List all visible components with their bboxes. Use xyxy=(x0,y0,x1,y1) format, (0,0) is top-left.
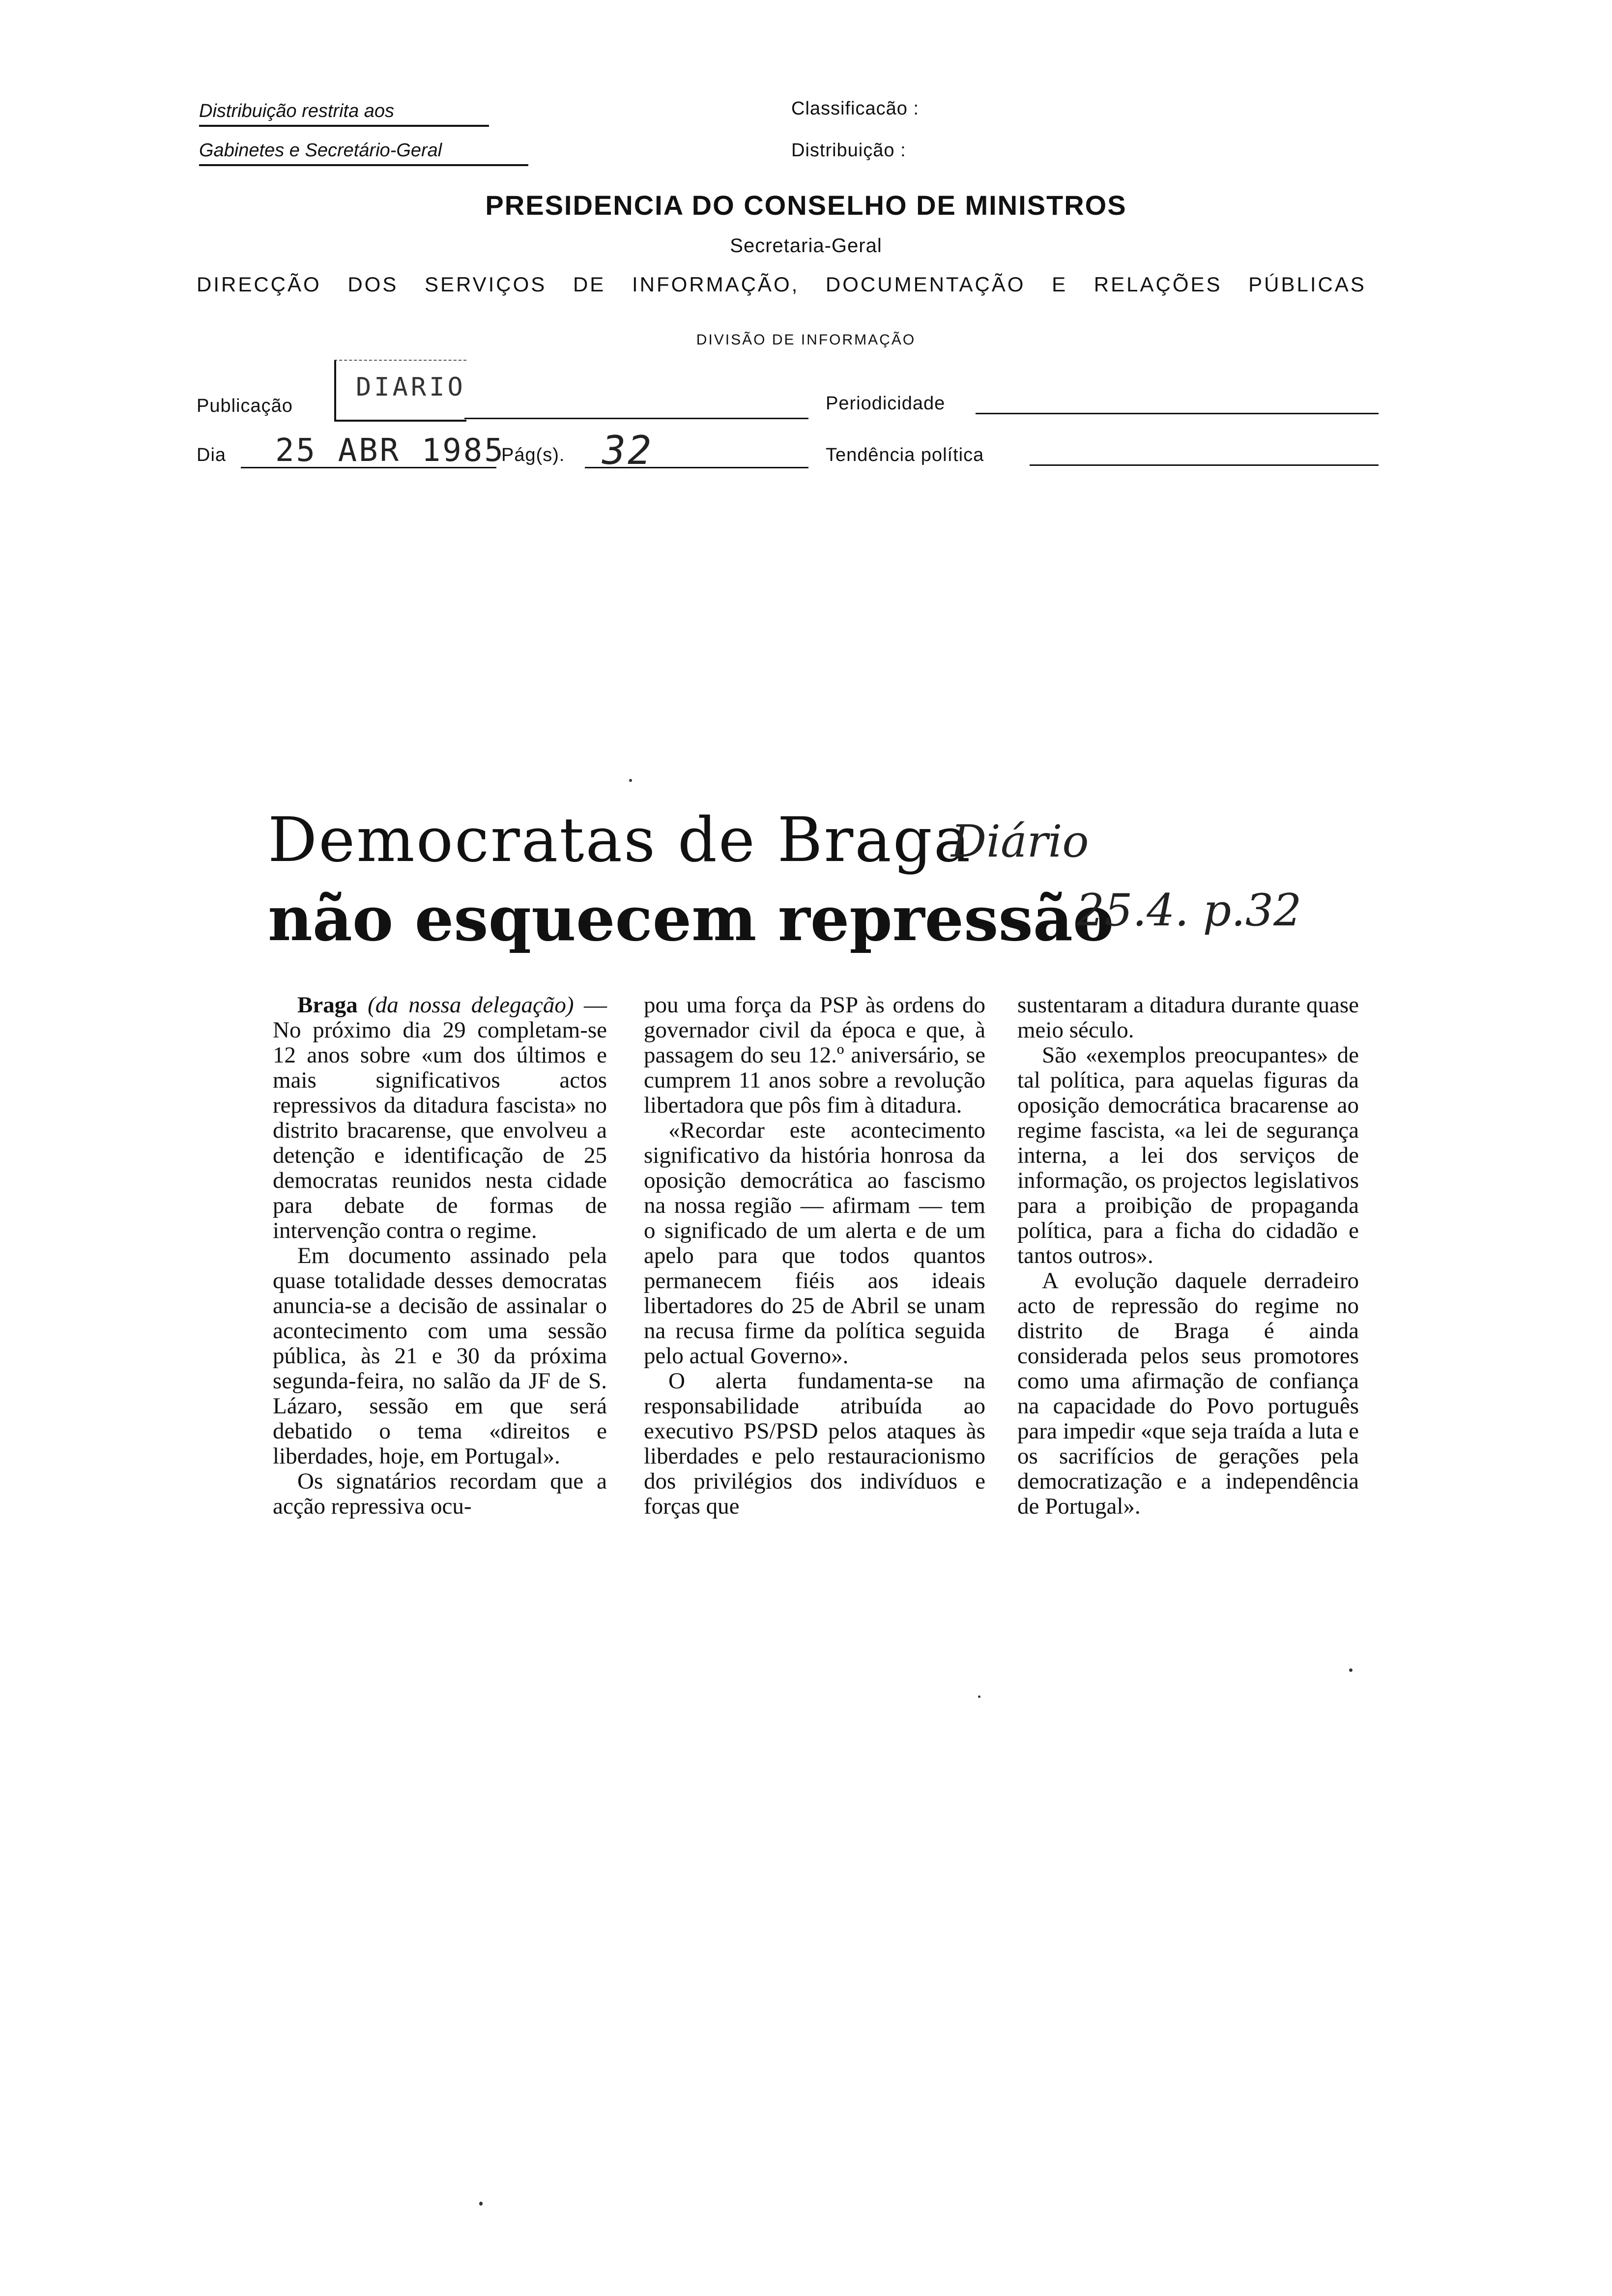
article-column-1 xyxy=(273,993,607,1519)
publicacao-value: DIARIO xyxy=(356,373,466,402)
dia-label: Dia xyxy=(197,445,227,465)
handwritten-note-date-page: 25.4. p.32 xyxy=(1076,885,1302,936)
distribution-restricted-line-1: Distribuição restrita aos xyxy=(199,101,489,127)
tendencia-rule xyxy=(1030,464,1379,466)
secretaria-geral: Secretaria-Geral xyxy=(730,235,882,257)
article-paragraph: «Recordar este acontecimento significativo da história honrosa da oposição democrática ao fascismo na nossa região — afirmam — tem o significado de um alerta e de um apelo para que todos quantos permanecem fiéis aos ideais libertadores do 25 de Abril se unam na recusa firme da política seguida pelo actual Governo». xyxy=(644,1118,985,1369)
publicacao-rule xyxy=(464,418,808,419)
classificacao-label: Classificacão : xyxy=(791,98,919,119)
scan-speck xyxy=(479,2202,483,2206)
direccao-word: INFORMAÇÃO, xyxy=(632,273,800,296)
article-paragraph: O alerta fundamenta-se na responsabilidade atribuída ao executivo PS/PSD pelos ataques às liberdades e pelo restauracionismo dos privilégios dos indivíduos e forças que xyxy=(644,1368,985,1519)
article-paragraph: São «exemplos preocupantes» de tal política, para aquelas figuras da oposição democrática bracarense ao regime fascista, «a lei de segurança interna, a lei dos serviços de informação, os projectos legislativos para a proibição de propaganda política, para a ficha do cidadão e tantos outros». xyxy=(1017,1042,1359,1268)
scan-speck xyxy=(629,779,632,782)
headline-line-1: Democratas de Braga xyxy=(268,804,972,876)
periodicidade-label: Periodicidade xyxy=(826,393,946,414)
presidencia-title: PRESIDENCIA DO CONSELHO DE MINISTROS xyxy=(485,190,1127,221)
scan-speck xyxy=(1349,1668,1353,1672)
article-paragraph: sustentaram a ditadura durante quase meio século. xyxy=(1017,992,1359,1043)
distribution-restricted-line-2: Gabinetes e Secretário-Geral xyxy=(199,140,528,166)
article-paragraph: Em documento assinado pela quase totalidade desses democratas anuncia-se a decisão de assinalar o acontecimento com uma sessão pública, às 21 e 30 da próxima segunda-feira, no salão da JF de S. Lázaro, sessão em que será debatido o tema «direitos e liberdades, hoje, em Portugal». xyxy=(273,1243,607,1469)
periodicidade-rule xyxy=(976,413,1379,414)
paragraph-text: — No próximo dia 29 completam-se 12 anos sobre «um dos últimos e mais significativos actos repressivos da ditadura fascista» no distrito bracarense, que envolveu a detenção e identificação de 25 democratas reunidos nesta cidade para debate de formas de intervenção contra o regime. xyxy=(273,992,607,1243)
article-paragraph: Os signatários recordam que a acção repressiva ocu- xyxy=(273,1468,607,1519)
pags-value: 32 xyxy=(602,428,654,473)
distribuicao-label: Distribuição : xyxy=(791,140,906,161)
direccao-word: PÚBLICAS xyxy=(1248,273,1366,296)
publicacao-label: Publicação xyxy=(197,396,293,416)
direccao-word: E xyxy=(1052,273,1068,296)
handwritten-note-publication: Diário xyxy=(951,816,1089,867)
direccao-word: RELAÇÕES xyxy=(1094,273,1222,296)
dateline-source: (da nossa delegação) xyxy=(368,992,574,1018)
scan-speck xyxy=(978,1695,980,1698)
direccao-word: DE xyxy=(573,273,606,296)
direccao-word: SERVIÇOS xyxy=(425,273,547,296)
direccao-servicos-line xyxy=(197,273,1366,296)
dia-value: 25 ABR 1985 xyxy=(275,432,505,469)
publicacao-stamp-box xyxy=(334,360,466,422)
article-paragraph xyxy=(273,993,607,1243)
divisao-informacao: DIVISÃO DE INFORMAÇÃO xyxy=(696,332,916,348)
tendencia-label: Tendência política xyxy=(826,445,984,465)
pags-label: Pág(s). xyxy=(501,445,565,465)
direccao-word: DOCUMENTAÇÃO xyxy=(825,273,1026,296)
dateline-place: Braga xyxy=(297,992,358,1018)
direccao-word: DOS xyxy=(347,273,399,296)
article-column-3 xyxy=(1017,993,1359,1519)
direccao-word: DIRECÇÃO xyxy=(197,273,321,296)
article-paragraph: pou uma força da PSP às ordens do governador civil da época e que, à passagem do seu 12.º aniversário, se cumprem 11 anos sobre a revolução libertadora que pôs fim à ditadura. xyxy=(644,992,985,1118)
article-paragraph: A evolução daquele derradeiro acto de repressão do regime no distrito de Braga é ainda considerada pelos seus promotores como uma afirmação de confiança na capacidade do Povo português para impedir «que seja traída a luta e os sacrifícios de gerações pela democratização e a independência de Portugal». xyxy=(1017,1268,1359,1519)
headline-line-2: não esquecem repressão xyxy=(268,883,1114,955)
article-column-2 xyxy=(644,993,985,1519)
